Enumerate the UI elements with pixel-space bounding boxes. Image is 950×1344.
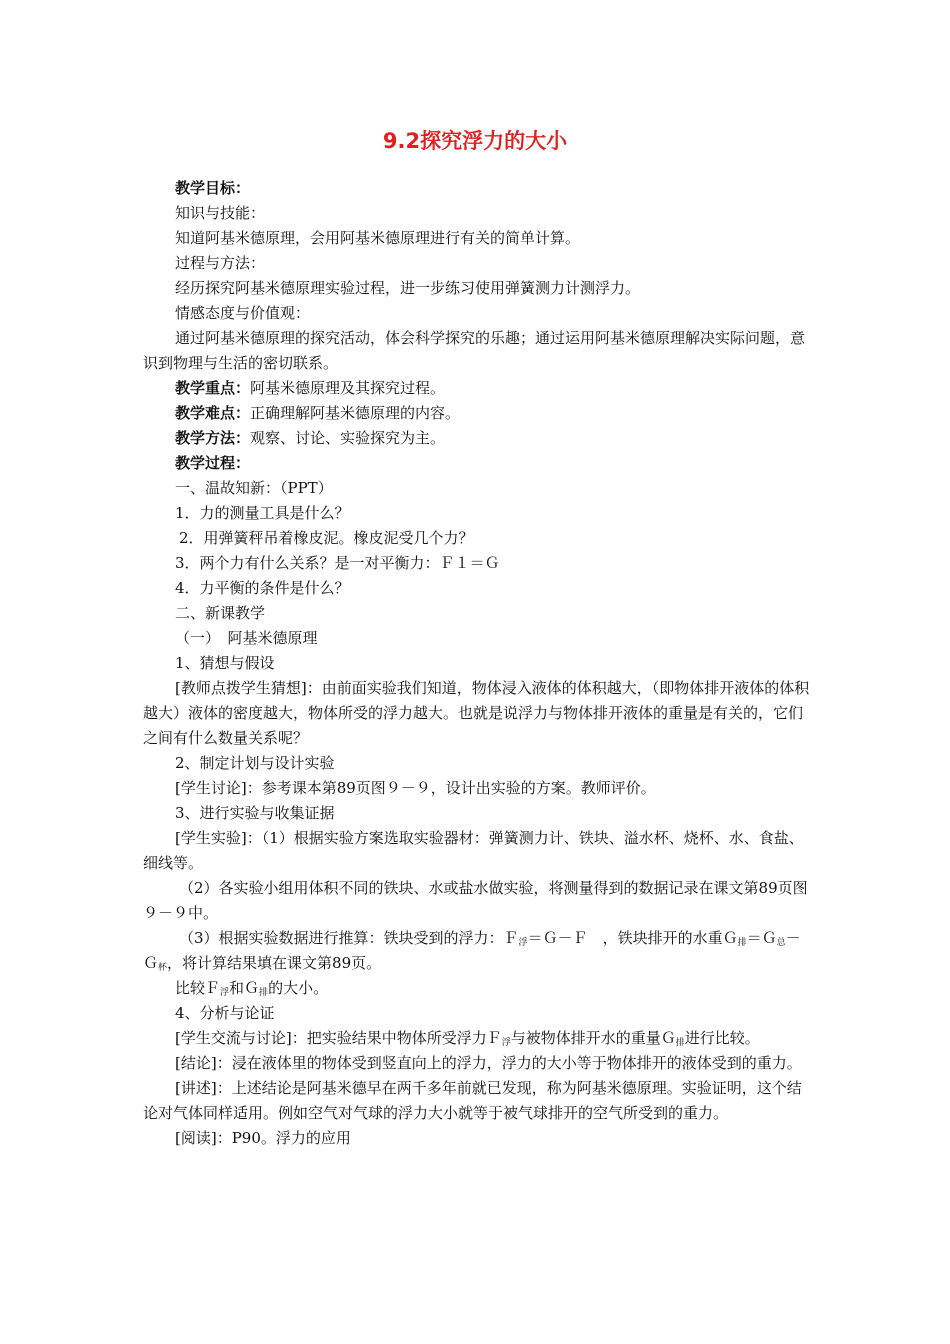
compare-text: 的大小。 — [268, 979, 329, 997]
knowledge-text: 知道阿基米德原理，会用阿基米德原理进行有关的简单计算。 — [175, 229, 581, 247]
method-label: 教学方法： — [175, 429, 251, 447]
step-3-item-2: （2）各实验小组用体积不同的铁块、水或盐水做实验，将测量得到的数据记录在课文第89页图９－９中。 — [143, 879, 808, 922]
question-2: 2．用弹簧秤吊着橡皮泥。橡皮泥受几个力？ — [179, 529, 474, 547]
difficulty-text: 正确理解阿基米德原理的内容。 — [250, 404, 461, 422]
new-lesson-heading: 二、新课教学 — [175, 604, 266, 622]
subscript: 杯 — [158, 963, 168, 973]
objectives-heading: 教学目标： — [175, 179, 251, 197]
process-text: 经历探究阿基米德原理实验过程，进一步练习使用弹簧测力计测浮力。 — [175, 279, 641, 297]
difficulty — [143, 401, 813, 426]
compare-text: 比较Ｆ — [175, 979, 221, 997]
step-4-heading: 4、分析与论证 — [175, 1004, 275, 1022]
discussion-text: 进行比较。 — [684, 1029, 760, 1047]
formula-text: ＝Ｇ — [746, 929, 777, 947]
difficulty-label: 教学难点： — [175, 404, 251, 422]
emotion-heading: 情感态度与价值观： — [175, 304, 311, 322]
step-4-text — [143, 1026, 813, 1051]
key-point — [143, 376, 813, 401]
reading-text: [阅读]：P90。浮力的应用 — [175, 1129, 351, 1147]
step-2-heading: 2、制定计划与设计实验 — [175, 754, 335, 772]
emotion-text: 通过阿基米德原理的探究活动，体会科学探究的乐趣；通过运用阿基米德原理解决实际问题，意识到物理与生活的密切联系。 — [143, 329, 806, 372]
conclusion-text: [结论]：浸在液体里的物体受到竖直向上的浮力，浮力的大小等于物体排开的液体受到的重力。 — [175, 1054, 802, 1072]
formula-text: ，将计算结果填在课文第89页。 — [167, 954, 382, 972]
formula-text: ＝Ｇ－Ｆ ，铁块排开的水重Ｇ — [527, 929, 738, 947]
method-text: 观察、讨论、实验探究为主。 — [250, 429, 446, 447]
subscript: 排 — [259, 988, 269, 998]
knowledge-heading: 知识与技能： — [175, 204, 266, 222]
lecture-text: [讲述]：上述结论是阿基米德早在两千多年前就已发现，称为阿基米德原理。实验证明，这个结论对气体同样适用。例如空气对气球的浮力大小就等于被气球排开的空气所受到的重力。 — [143, 1079, 802, 1122]
formula-text: －Ｇ — [143, 929, 801, 972]
step-1-heading: 1、猜想与假设 — [175, 654, 275, 672]
step-3-text: [学生实验]：（1）根据实验方案选取实验器材：弹簧测力计、铁块、溢水杯、烧杯、水、食盐、细线等。 — [143, 829, 804, 872]
process-heading: 过程与方法： — [175, 254, 266, 272]
discussion-text: 与被物体排开水的重量Ｇ — [510, 1029, 676, 1047]
step-3-item-3 — [143, 926, 813, 976]
page-title: 9.2探究浮力的大小 — [382, 129, 568, 153]
step-2-text: [学生讨论]：参考课本第89页图９－９，设计出实验的方案。教师评价。 — [175, 779, 656, 797]
subscript: 排 — [737, 938, 747, 948]
subscript: 浮 — [501, 1038, 511, 1048]
step-3-heading: 3、进行实验与收集证据 — [175, 804, 335, 822]
key-point-label: 教学重点： — [175, 379, 251, 397]
process-section-heading: 教学过程： — [175, 454, 251, 472]
step-1-text: [教师点拨学生猜想]：由前面实验我们知道，物体浸入液体的体积越大，（即物体排开液体的体积越大）液体的密度越大，物体所受的浮力越大。也就是说浮力与物体排开液体的重量是有关的，它们之间有什么数量关系呢？ — [143, 679, 810, 747]
compare-text: 和Ｇ — [229, 979, 260, 997]
question-1: 1．力的测量工具是什么？ — [175, 504, 350, 522]
key-point-text: 阿基米德原理及其探究过程。 — [250, 379, 446, 397]
subscript: 浮 — [518, 938, 528, 948]
review-heading: 一、温故知新：（PPT） — [175, 479, 333, 497]
question-3: 3．两个力有什么关系？是一对平衡力：Ｆ１＝Ｇ — [175, 554, 500, 572]
method — [143, 426, 813, 451]
subscript: 排 — [675, 1038, 685, 1048]
part-1-heading: （一） 阿基米德原理 — [175, 629, 318, 647]
question-4: 4．力平衡的条件是什么？ — [175, 579, 350, 597]
subscript: 总 — [776, 938, 786, 948]
subscript: 浮 — [220, 988, 230, 998]
discussion-text: [学生交流与讨论]：把实验结果中物体所受浮力Ｆ — [175, 1029, 502, 1047]
compare-line — [143, 976, 813, 1001]
formula-text: （3）根据实验数据进行推算：铁块受到的浮力：Ｆ — [179, 929, 519, 947]
document-body — [143, 176, 813, 1151]
